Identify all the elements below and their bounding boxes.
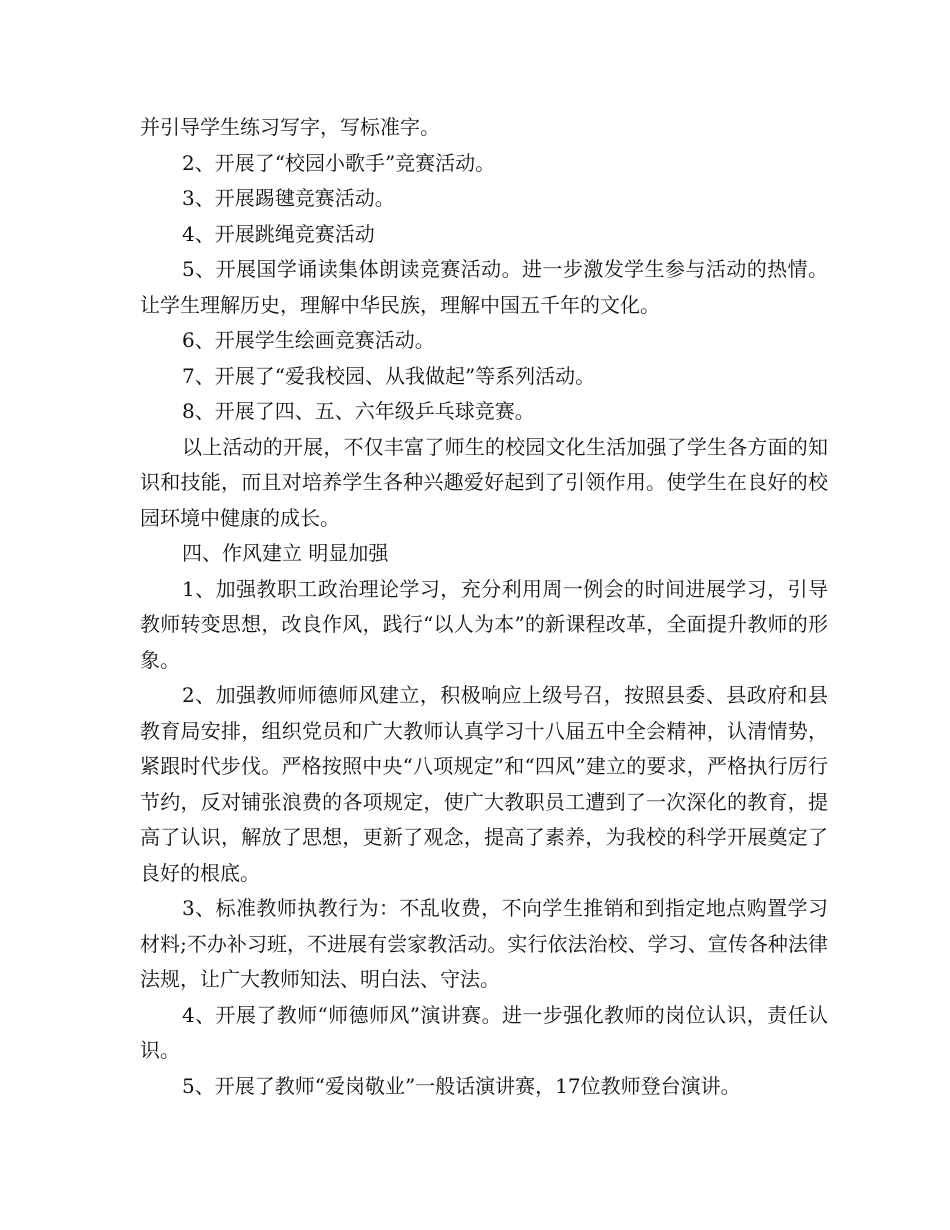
paragraph-6: 6、开展学生绘画竞赛活动。 — [182, 328, 435, 352]
paragraph-12: 2、加强教师师德师风建立，积极响应上级号召，按照县委、县政府和县教育局安排，组织党员和广大教师认真学习十八届五中全会精神，认清情势，紧跟时代步伐。严格按照中央“八项规定”和“四风”建立的要求，严格执行厉行节约，反对铺张浪费的各项规定，使广大教职员工遭到了一次深化的教育，提高了认识，解放了思想，更新了观念，提高了素养，为我校的科学开展奠定了良好的根底。 — [140, 683, 828, 885]
paragraph-13: 3、标准教师执教行为：不乱收费，不向学生推销和到指定地点购置学习材料;不办补习班，不进展有尝家教活动。实行依法治校、学习、宣传各种法律法规，让广大教师知法、明白法、守法。 — [140, 896, 828, 991]
paragraph-1: 并引导学生练习写字，写标准字。 — [140, 115, 440, 139]
paragraph-15: 5、开展了教师“爱岗敬业”一般话演讲赛，17位教师登台演讲。 — [182, 1073, 741, 1098]
paragraph-2: 2、开展了“校园小歌手”竞赛活动。 — [182, 150, 496, 175]
paragraph-9: 以上活动的开展，不仅丰富了师生的校园文化生活加强了学生各方面的知识和技能，而且对培养学生各种兴趣爱好起到了引领作用。使学生在良好的校园环境中健康的成长。 — [140, 434, 828, 530]
paragraph-5: 5、开展国学诵读集体朗读竞赛活动。进一步激发学生参与活动的热情。让学生理解历史，理解中华民族，理解中国五千年的文化。 — [140, 257, 828, 317]
section-heading: 四、作风建立 明显加强 — [182, 541, 389, 565]
paragraph-8: 8、开展了四、五、六年级乒乓球竞赛。 — [182, 399, 535, 423]
paragraph-3: 3、开展踢毽竞赛活动。 — [182, 186, 395, 210]
paragraph-11: 1、加强教职工政治理论学习，充分利用周一例会的时间进展学习，引导教师转变思想，改良作风，践行“以人为本”的新课程改革，全面提升教师的形象。 — [140, 576, 828, 672]
document-page — [140, 110, 828, 1104]
paragraph-7: 7、开展了“爱我校园、从我做起”等系列活动。 — [182, 363, 596, 388]
paragraph-14: 4、开展了教师“师德师风”演讲赛。进一步强化教师的岗位认识，责任认识。 — [140, 1002, 828, 1062]
paragraph-4: 4、开展跳绳竞赛活动 — [182, 221, 375, 246]
